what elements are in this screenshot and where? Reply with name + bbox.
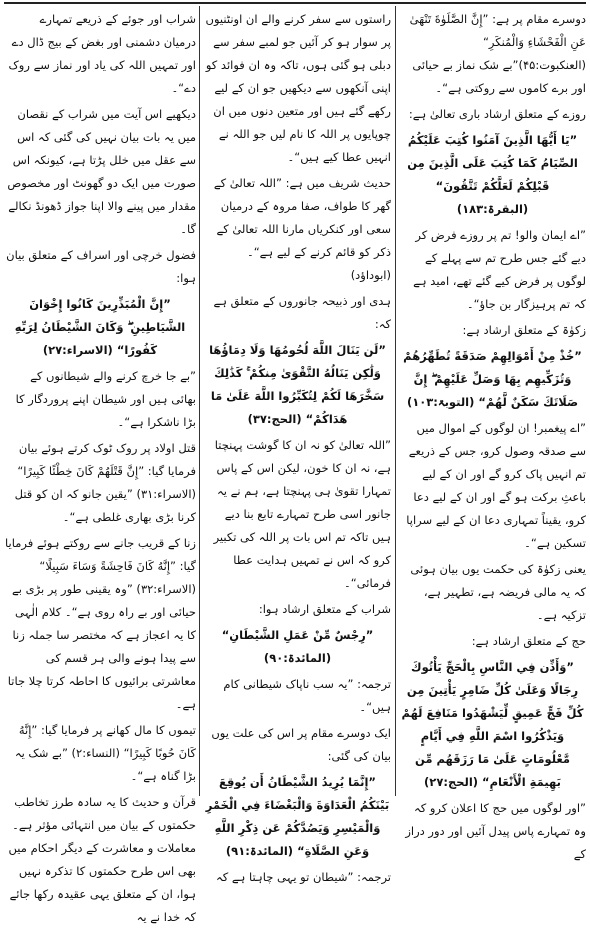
paragraph: ہدی اور ذبیحہ جانوروں کے متعلق ہے کہ: — [213, 294, 391, 331]
quranic-verse: ”رِجْسٌ مِّنْ عَمَلِ الشَّيْطَانِ“ (المائدۃ:۹۰) — [221, 628, 374, 665]
paragraph: ”اور لوگوں میں حج کا اعلان کرو کہ وہ تمہارے پاس پیدل آئیں اور دور دراز کے — [405, 801, 586, 861]
paragraph: زکوٰۃ کے متعلق ارشاد ہے: — [462, 323, 586, 337]
paragraph: قرآن و حدیث کا یہ سادہ طرز تخاطب حکمتوں کے بیان میں انتہائی مؤثر ہے۔ معاملات و معاشرت کے دیگر احکام میں بھی اس طرح حکمتوں کا تذکرہ نہیں ہوا، ان کے متعلق یہی عقیدہ رکھا جائے کہ خدا نے یہ — [8, 795, 196, 924]
quranic-verse: ”يَا أَيُّهَا الَّذِينَ آمَنُوا كُتِبَ عَلَيْكُمُ الصِّيَامُ كَمَا كُتِبَ عَلَى الَّذِينَ مِن قَبْلِكُمْ لَعَلَّكُمْ تَتَّقُونَ“ (البقرۃ:۱۸۳) — [407, 133, 578, 216]
paragraph: ترجمہ: ”یہ سب ناپاک شیطانی کام ہیں“۔ — [223, 677, 391, 714]
paragraph: ”بے جا خرچ کرنے والے شیطانوں کے بھائی ہیں اور شیطان اپنے پروردگار کا بڑا ناشکرا ہے“۔ — [15, 369, 196, 429]
quranic-verse: ”خُذْ مِنْ أَمْوَالِهِمْ صَدَقَةً تُطَهِّرُهُمْ وَتُزَكِّيهِم بِهَا وَصَلِّ عَلَيْهِمْ ۖ إِنَّ صَلَاتَكَ سَكَنٌ لَّهُمْ“ (التوبۃ:۱۰۳) — [403, 349, 582, 409]
paragraph: ترجمہ: ”شیطان تو یہی چاہتا ہے کہ — [216, 870, 391, 884]
quranic-verse: ”لَن يَنَالَ اللَّهَ لُحُومُهَا وَلَا دِمَاؤُهَا وَلَٰكِن يَنَالُهُ التَّقْوَىٰ مِنكُمْ ۚ كَذَٰلِكَ سَخَّرَهَا لَكُمْ لِتُكَبِّرُوا اللَّهَ عَلَىٰ مَا هَدَاكُمْ“ (الحج:۳۷) — [209, 343, 386, 426]
column-middle — [200, 8, 395, 884]
paragraph: شراب کے متعلق ارشاد ہوا: — [258, 602, 391, 616]
quranic-verse: ”وَأَذِّن فِي النَّاسِ بِالْحَجِّ يَأْتُوكَ رِجَالًا وَعَلَىٰ كُلِّ ضَامِرٍ يَأْتِينَ مِن كُلِّ فَجٍّ عَمِيقٍ لِّيَشْهَدُوا مَنَافِعَ لَهُمْ وَيَذْكُرُوا اسْمَ اللَّهِ فِي أَيَّامٍ مَّعْلُومَاتٍ عَلَىٰ مَا رَزَقَهُم مِّن بَهِيمَةِ الْأَنْعَامِ“ (الحج:۲۷) — [401, 660, 584, 789]
paragraph: تیموں کا مال کھانے پر فرمایا گیا: ”إِنَّهُ كَانَ حُوبًا كَبِيرًا“ (النساء:۲) ”بے شک یہ بڑا گناہ ہے“۔ — [14, 723, 196, 783]
column-right — [395, 8, 590, 861]
quranic-verse: ”إِنَّ الْمُبَذِّرِينَ كَانُوا إِخْوَانَ الشَّيَاطِينِ ۖ وَكَانَ الشَّيْطَانُ لِرَبِّهِ كَفُورًا“ (الاسراء:۲۷) — [14, 297, 186, 357]
paragraph: ”اے ایمان والو! تم پر روزے فرض کر دیے گئے جس طرح تم سے پہلے کے لوگوں پر فرض کیے گئے تھے، امید ہے کہ تم پرہیزگار بن جاؤ“۔ — [413, 228, 586, 311]
paragraph: یعنی زکوٰۃ کی حکمت یوں بیان ہوئی کہ یہ مالی فریضہ ہے، تطہیر ہے، تزکیہ ہے۔ — [410, 562, 586, 622]
column-left — [0, 8, 200, 924]
paragraph: حج کے متعلق ارشاد ہے: — [471, 634, 586, 648]
paragraph: حدیث شریف میں ہے: ”اللہ تعالیٰ کے گھر کا طواف، صفا مروہ کے درمیان سعی اور کنکریاں مارنا اللہ تعالیٰ کے ذکر کو قائم کرنے کے لیے ہے“۔ (ابوداؤد) — [213, 176, 391, 282]
paragraph: قتل اولاد پر روک ٹوک کرتے ہوئے بیان فرمایا گیا: ”إِنَّ قَتْلَهُمْ كَانَ خِطْئًا كَبِيرًا“ (الاسراء:۳۱) ”یقین جانو کہ ان کو قتل کرنا بڑی بھاری غلطی ہے“۔ — [14, 441, 196, 524]
paragraph: فضول خرچی اور اسراف کے متعلق بیان ہوا: — [6, 248, 196, 285]
paragraph: شراب اور جوئے کے ذریعے تمہارے درمیان دشمنی اور بغض کے بیج ڈال دے اور تمہیں اللہ کی یاد اور نماز سے روک دے“۔ — [8, 12, 196, 95]
paragraph: زنا کے قریب جانے سے روکتے ہوئے فرمایا گیا: ”إِنَّهُ كَانَ فَاحِشَةً وَسَاءَ سَبِيلًا“ (الاسراء:۳۲) ”وہ یقینی طور پر بڑی بے حیائی اور بے راہ روی ہے“۔ کلام الٰہی کا یہ اعجاز ہے کہ مختصر سا جملہ زنا سے پیدا ہونے والی ہر قسم کی معاشرتی برائیوں کا احاطہ کرتا چلا جاتا ہے۔ — [5, 536, 196, 711]
paragraph: ایک دوسرے مقام پر اس کی علت یوں بیان کی گئی: — [211, 726, 391, 763]
paragraph: ”اللہ تعالیٰ کو نہ ان کا گوشت پہنچتا ہے، نہ ان کا خون، لیکن اس کے پاس تمہارا تقویٰ ہی پہنچتا ہے، ہم نے یہ جانور اسی طرح تمہارے تابع بنا دیے ہیں تاکہ تم اس بات پر اللہ کی تکبیر کرو کہ اس نے تمہیں ہدایت عطا فرمائی“۔ — [213, 438, 391, 590]
top-rule — [4, 2, 586, 4]
paragraph: راستوں سے سفر کرنے والے ان اونٹنیوں پر سوار ہو کر آئیں جو لمبے سفر سے دبلی ہو گئی ہوں، تاکہ وہ ان فوائد کو اپنی آنکھوں سے دیکھیں جو ان کے لیے رکھے گئے ہیں اور متعین دنوں میں ان چوپایوں پر اللہ کا نام لیں جو اللہ نے انہیں عطا کیے ہیں“۔ — [205, 12, 391, 164]
quranic-verse: ”إِنَّمَا يُرِيدُ الشَّيْطَانُ أَن يُوقِعَ بَيْنَكُمُ الْعَدَاوَةَ وَالْبَغْضَاءَ فِي الْخَمْرِ وَالْمَيْسِرِ وَيَصُدَّكُمْ عَن ذِكْرِ اللَّهِ وَعَنِ الصَّلَاةِ“ (المائدۃ:۹۱) — [205, 775, 390, 858]
paragraph: دیکھیے اس آیت میں شراب کے نقصان میں یہ بات بیان نہیں کی گئی کہ اس سے عقل میں خلل پڑتا ہے، کیونکہ اس صورت میں ایک دو گھونٹ اور مخصوص مقدار میں پینے والا اپنا جواز ڈھونڈ نکالے گا۔ — [7, 107, 196, 236]
paragraph: روزے کے متعلق ارشاد باری تعالیٰ ہے: — [408, 107, 586, 121]
paragraph: دوسرے مقام پر ہے: ”إِنَّ الصَّلَوٰةَ تَنْهَىٰ عَنِ الْفَحْشَاءِ وَالْمُنكَرِ“ (العنکبوت:۴۵)”بے شک نماز بے حیائی اور برے کاموں سے روکتی ہے“۔ — [409, 12, 586, 95]
paragraph: ”اے پیغمبر! ان لوگوں کے اموال میں سے صدقہ وصول کرو، جس کے ذریعے تم انہیں پاک کرو گے اور ان کے لیے باعثِ برکت ہو گے اور ان کے لیے دعا کرو، یقیناً تمہاری دعا ان کے لیے سراپا تسکین ہے“۔ — [406, 421, 586, 550]
